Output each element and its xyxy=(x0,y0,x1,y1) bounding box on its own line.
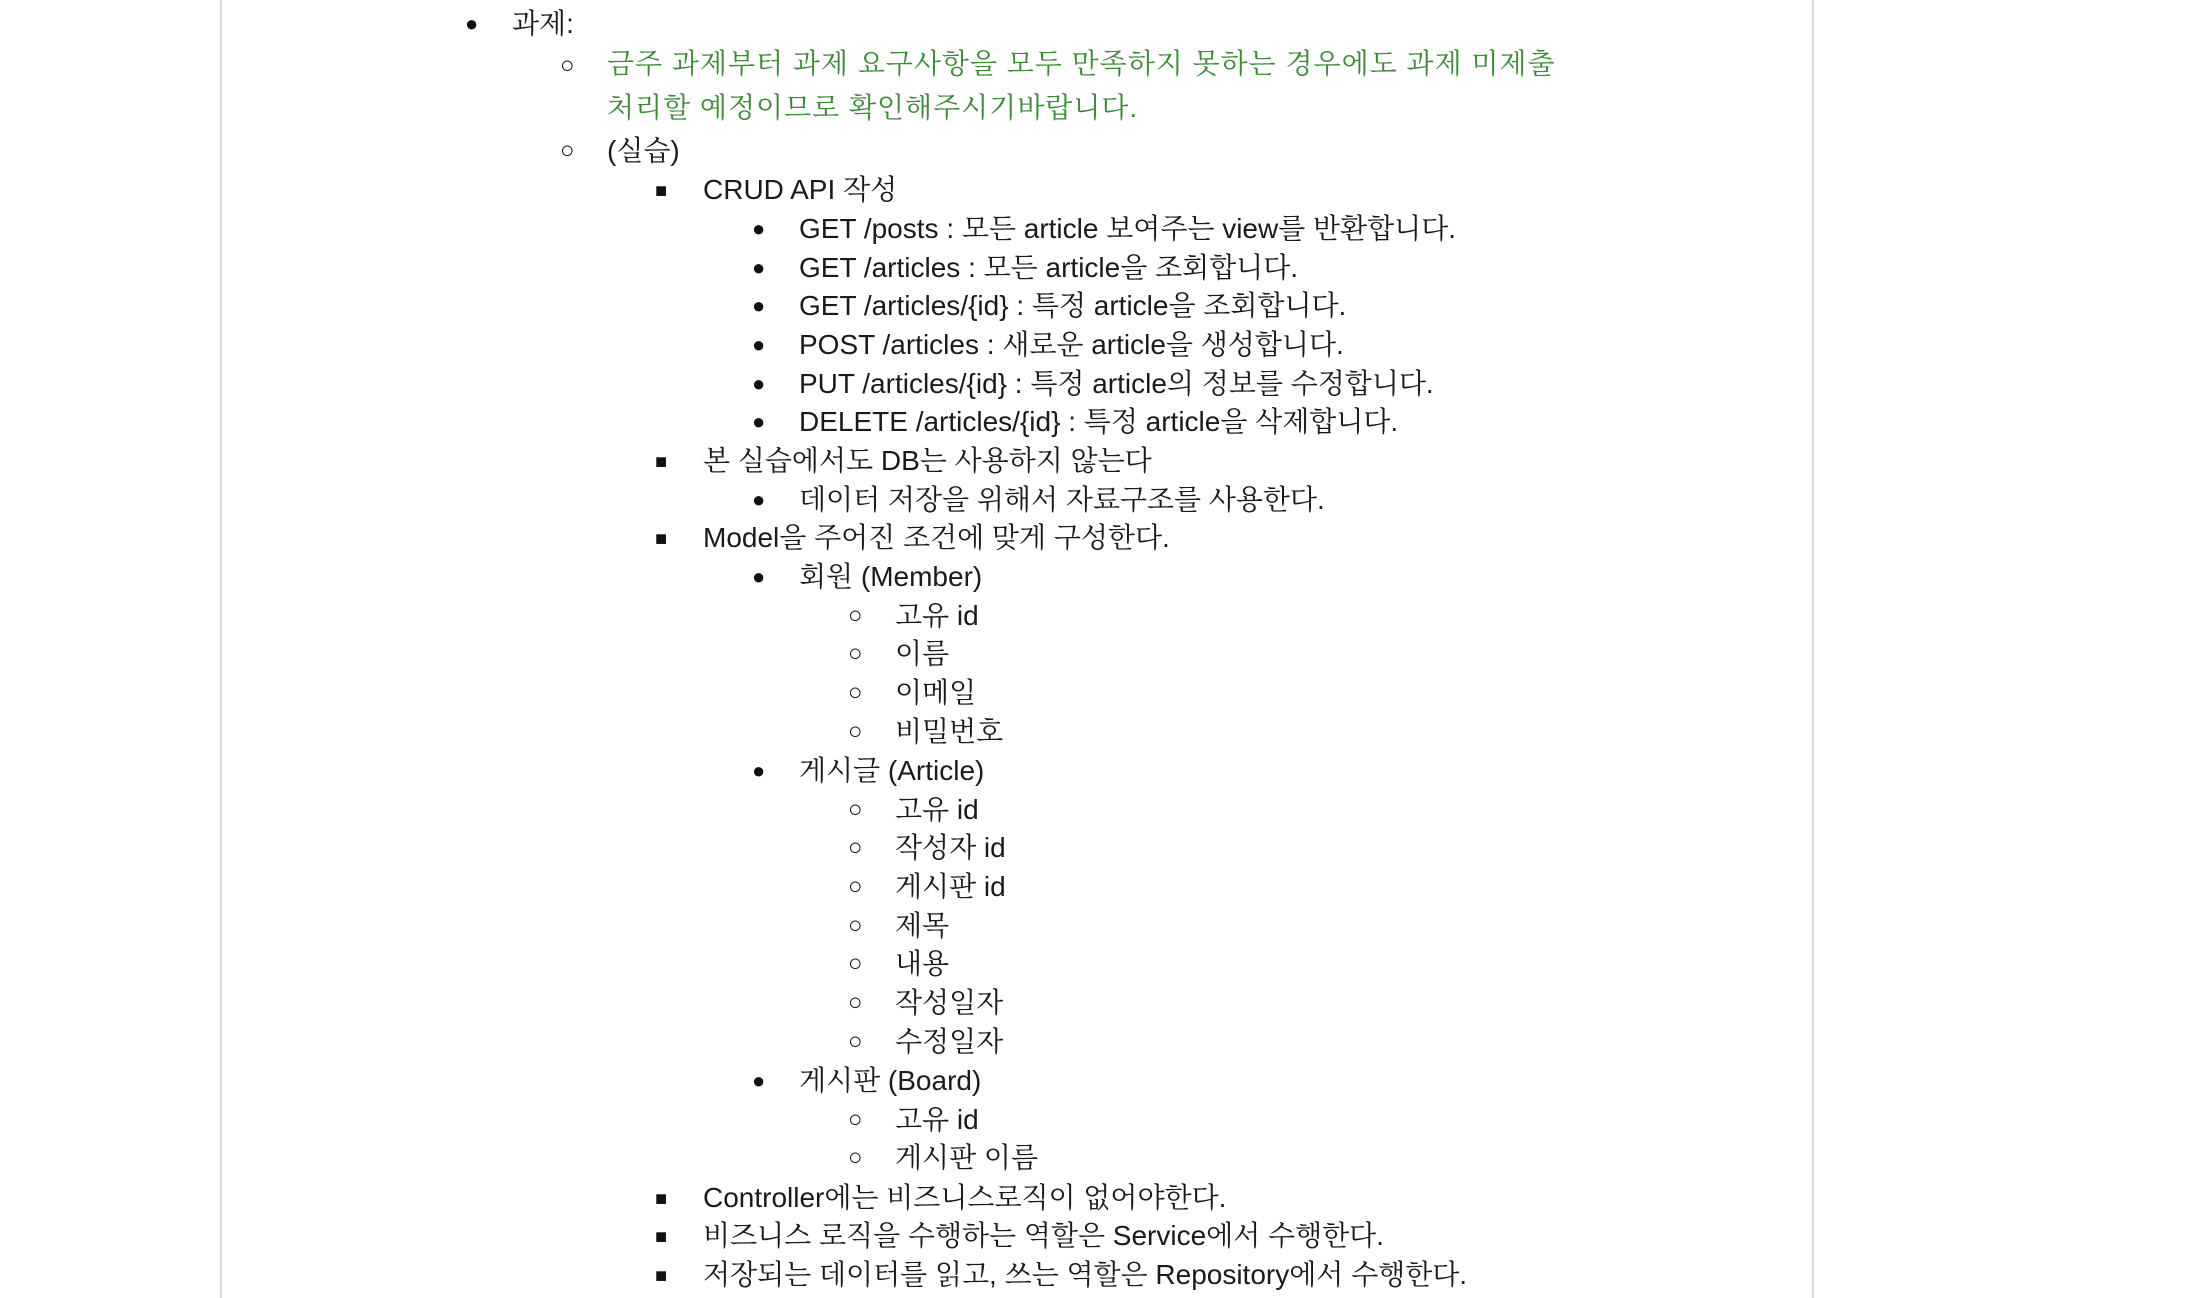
bullet-circle-icon xyxy=(848,790,863,830)
bullet-circle-icon xyxy=(848,673,863,713)
endpoint-item: GET /articles : 모든 article을 조회합니다. xyxy=(799,252,1299,283)
bullet-disc-icon xyxy=(752,248,765,288)
member-title: 회원 (Member) xyxy=(799,561,983,592)
member-field: 비밀번호 xyxy=(895,716,1004,747)
bullet-disc-icon xyxy=(752,480,765,520)
bullet-square-icon xyxy=(655,1216,667,1257)
practice-label: (실습) xyxy=(607,135,680,166)
bullet-circle-icon xyxy=(848,1138,863,1178)
bullet-circle-icon xyxy=(848,1022,863,1062)
bullet-disc-icon xyxy=(752,751,765,791)
bullet-square-icon xyxy=(655,1178,667,1219)
rule-item: 저장되는 데이터를 읽고, 쓰는 역할은 Repository에서 수행한다. xyxy=(703,1259,1468,1290)
article-field: 작성자 id xyxy=(895,832,1006,863)
notice-text: 금주 과제부터 과제 요구사항을 모두 만족하지 못하는 경우에도 과제 미제출 xyxy=(607,48,1556,79)
bullet-circle-icon xyxy=(848,828,863,868)
article-field: 작성일자 xyxy=(895,987,1004,1018)
article-field: 고유 id xyxy=(895,794,979,825)
assignment-label: 과제: xyxy=(512,8,574,39)
bullet-disc-icon xyxy=(752,557,765,597)
member-field: 이메일 xyxy=(895,677,977,708)
endpoint-item: PUT /articles/{id} : 특정 article의 정보를 수정합니다. xyxy=(799,368,1434,399)
bullet-circle-icon xyxy=(848,596,863,636)
document-page xyxy=(220,0,1814,1298)
board-field: 고유 id xyxy=(895,1104,979,1135)
bullet-circle-icon xyxy=(848,1100,863,1140)
bullet-disc-icon xyxy=(752,325,765,365)
endpoint-item: GET /posts : 모든 article 보여주는 view를 반환합니다. xyxy=(799,213,1457,244)
article-field: 수정일자 xyxy=(895,1026,1004,1057)
no-db-text: 본 실습에서도 DB는 사용하지 않는다 xyxy=(703,445,1152,476)
bullet-circle-icon xyxy=(848,867,863,907)
bullet-disc-icon xyxy=(752,402,765,442)
bullet-circle-icon xyxy=(560,46,575,86)
bullet-circle-icon xyxy=(848,712,863,752)
model-title: Model을 주어진 조건에 맞게 구성한다. xyxy=(703,522,1170,553)
bullet-circle-icon xyxy=(848,983,863,1023)
article-title: 게시글 (Article) xyxy=(799,755,985,786)
bullet-disc-icon xyxy=(465,4,478,44)
bullet-circle-icon xyxy=(848,906,863,946)
rule-item: 비즈니스 로직을 수행하는 역할은 Service에서 수행한다. xyxy=(703,1220,1385,1251)
bullet-square-icon xyxy=(655,441,667,482)
bullet-circle-icon xyxy=(560,131,575,171)
rule-item: Controller에는 비즈니스로직이 없어야한다. xyxy=(703,1182,1227,1213)
article-field: 내용 xyxy=(895,948,950,979)
bullet-disc-icon xyxy=(752,364,765,404)
bullet-disc-icon xyxy=(752,209,765,249)
endpoint-item: GET /articles/{id} : 특정 article을 조회합니다. xyxy=(799,290,1347,321)
article-field: 제목 xyxy=(895,910,950,941)
crud-title: CRUD API 작성 xyxy=(703,174,898,205)
bullet-disc-icon xyxy=(752,286,765,326)
bullet-circle-icon xyxy=(848,634,863,674)
bullet-disc-icon xyxy=(752,1061,765,1101)
data-struct-text: 데이터 저장을 위해서 자료구조를 사용한다. xyxy=(799,484,1325,515)
bullet-circle-icon xyxy=(848,944,863,984)
bullet-square-icon xyxy=(655,1255,667,1296)
article-field: 게시판 id xyxy=(895,871,1006,902)
endpoint-item: POST /articles : 새로운 article을 생성합니다. xyxy=(799,329,1344,360)
bullet-square-icon xyxy=(655,518,667,559)
endpoint-item: DELETE /articles/{id} : 특정 article을 삭제합니다. xyxy=(799,406,1399,437)
board-field: 게시판 이름 xyxy=(895,1142,1039,1173)
board-title: 게시판 (Board) xyxy=(799,1065,982,1096)
notice-text: 처리할 예정이므로 확인해주시기바랍니다. xyxy=(607,92,1139,123)
bullet-square-icon xyxy=(655,170,667,211)
member-field: 이름 xyxy=(895,638,950,669)
member-field: 고유 id xyxy=(895,600,979,631)
